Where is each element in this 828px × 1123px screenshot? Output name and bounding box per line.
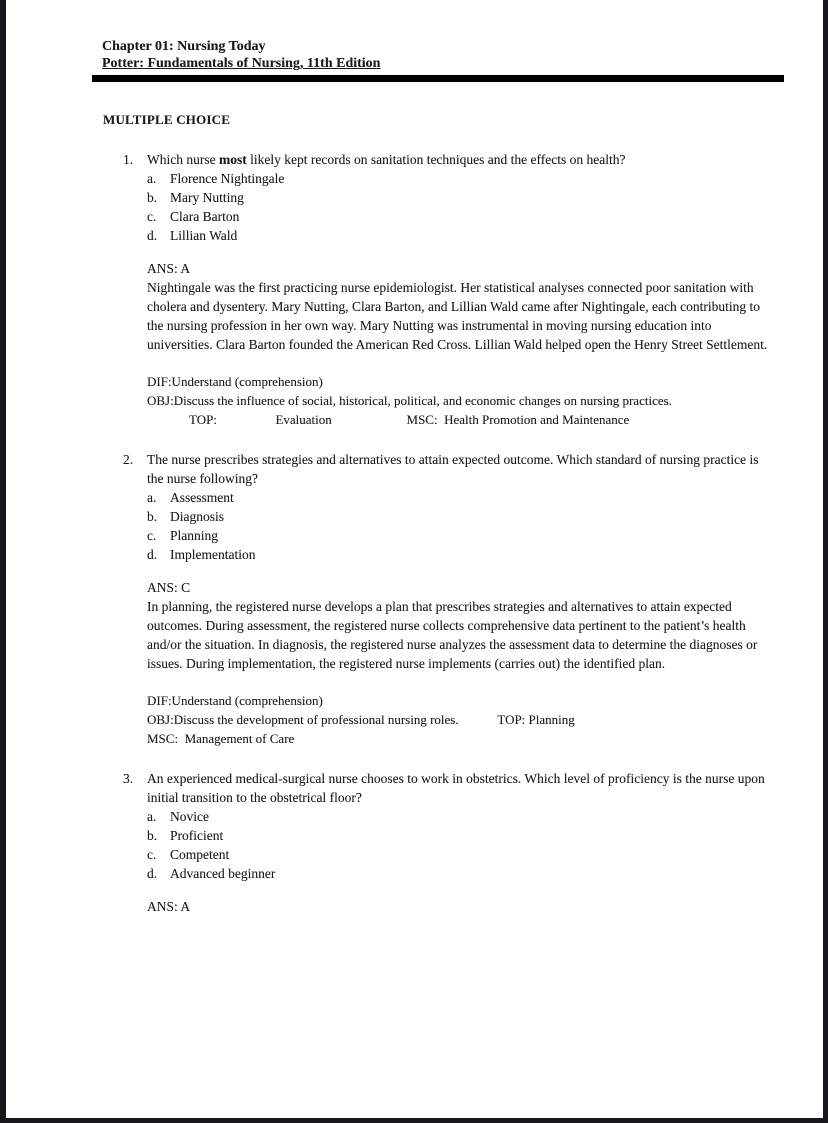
dif-line: DIF:Understand (comprehension) <box>147 693 323 708</box>
option-letter: d. <box>147 866 158 881</box>
stem-text: Which nurse <box>147 152 219 167</box>
question-1-stem <box>147 150 772 169</box>
option-letter: a. <box>147 490 157 505</box>
question-2-stem: The nurse prescribes strategies and alternatives to attain expected outcome. Which standard of nursing practice is the nurse following? <box>147 452 759 486</box>
question-2-option-c <box>147 526 772 545</box>
option-text: Diagnosis <box>170 509 224 524</box>
option-letter: d. <box>147 228 158 243</box>
question-2-answer-block <box>147 578 772 673</box>
option-letter: d. <box>147 547 158 562</box>
option-letter: b. <box>147 509 158 524</box>
option-text: Mary Nutting <box>170 190 244 205</box>
question-1-body <box>147 150 772 429</box>
document-header <box>92 38 784 82</box>
question-1-option-d <box>147 226 772 245</box>
question-1-option-a <box>147 169 772 188</box>
question-2 <box>123 450 784 748</box>
top-msc-line: TOP: Evaluation MSC: Health Promotion and Maintenance <box>147 412 630 427</box>
question-3-answer-block <box>147 897 772 916</box>
question-2-meta <box>147 691 772 748</box>
option-text: Planning <box>170 528 219 543</box>
option-text: Lillian Wald <box>170 228 238 243</box>
option-text: Assessment <box>170 490 234 505</box>
question-2-number: 2. <box>123 452 134 467</box>
question-2-option-b <box>147 507 772 526</box>
option-letter: b. <box>147 828 158 843</box>
stem-bold-text: most <box>218 152 247 167</box>
book-title: Potter: Fundamentals of Nursing, 11th Edition <box>102 56 381 71</box>
option-letter: b. <box>147 190 158 205</box>
chapter-title: Chapter 01: Nursing Today <box>102 39 266 54</box>
question-1-option-c <box>147 207 772 226</box>
question-3-option-d <box>147 864 772 883</box>
question-3-number: 3. <box>123 771 134 786</box>
question-1 <box>123 150 784 429</box>
answer-line: ANS: A <box>147 261 191 276</box>
question-1-number: 1. <box>123 152 134 167</box>
option-letter: c. <box>147 847 157 862</box>
obj-top-line: OBJ:Discuss the development of professional nursing roles. TOP: Planning <box>147 712 575 727</box>
option-text: Implementation <box>170 547 256 562</box>
dif-line: DIF:Understand (comprehension) <box>147 374 323 389</box>
question-2-body <box>147 450 772 748</box>
section-heading: MULTIPLE CHOICE <box>103 112 231 127</box>
option-text: Clara Barton <box>170 209 240 224</box>
question-3-option-a <box>147 807 772 826</box>
page-edge-right <box>823 0 828 1123</box>
option-letter: c. <box>147 528 157 543</box>
option-text: Competent <box>170 847 230 862</box>
answer-line: ANS: A <box>147 899 191 914</box>
stem-text-cont: likely kept records on sanitation techniques and the effects on health? <box>246 152 626 167</box>
option-letter: a. <box>147 171 157 186</box>
question-3 <box>123 769 784 916</box>
option-text: Novice <box>170 809 209 824</box>
question-1-option-b <box>147 188 772 207</box>
page-edge-left <box>0 0 6 1123</box>
option-text: Florence Nightingale <box>170 171 285 186</box>
rationale: In planning, the registered nurse develops a plan that prescribes strategies and alternatives to attain expected outcomes. During assessment, the registered nurse collects comprehensive data pertinent to the patient’s health and/or the situation. In diagnosis, the registered nurse analyzes the assessment data to determine the diagnoses or issues. During implementation, the registered nurse implements (carries out) the identified plan. <box>147 599 758 671</box>
option-text: Proficient <box>170 828 224 843</box>
msc-line: MSC: Management of Care <box>147 731 295 746</box>
obj-line: OBJ:Discuss the influence of social, historical, political, and economic changes on nursing practices. <box>147 393 672 408</box>
option-letter: c. <box>147 209 157 224</box>
question-3-body <box>147 769 772 916</box>
question-1-answer-block <box>147 259 772 354</box>
header-rule <box>92 75 784 82</box>
question-3-stem: An experienced medical-surgical nurse chooses to work in obstetrics. Which level of proficiency is the nurse upon initial transition to the obstetrical floor? <box>147 771 765 805</box>
question-1-meta <box>147 372 772 429</box>
rationale: Nightingale was the first practicing nurse epidemiologist. Her statistical analyses connected poor sanitation with cholera and dysentery. Mary Nutting, Clara Barton, and Lillian Wald came after Nightingale, each contributing to the nursing profession in her own way. Mary Nutting was instrumental in moving nursing education into universities. Clara Barton founded the American Red Cross. Lillian Wald helped open the Henry Street Settlement. <box>147 280 768 352</box>
book-title-line <box>92 55 784 72</box>
option-text: Advanced beginner <box>170 866 276 881</box>
question-3-option-c <box>147 845 772 864</box>
answer-line: ANS: C <box>147 580 191 595</box>
question-3-option-b <box>147 826 772 845</box>
question-2-option-a <box>147 488 772 507</box>
option-letter: a. <box>147 809 157 824</box>
page-edge-bottom <box>0 1118 828 1123</box>
question-2-option-d <box>147 545 772 564</box>
